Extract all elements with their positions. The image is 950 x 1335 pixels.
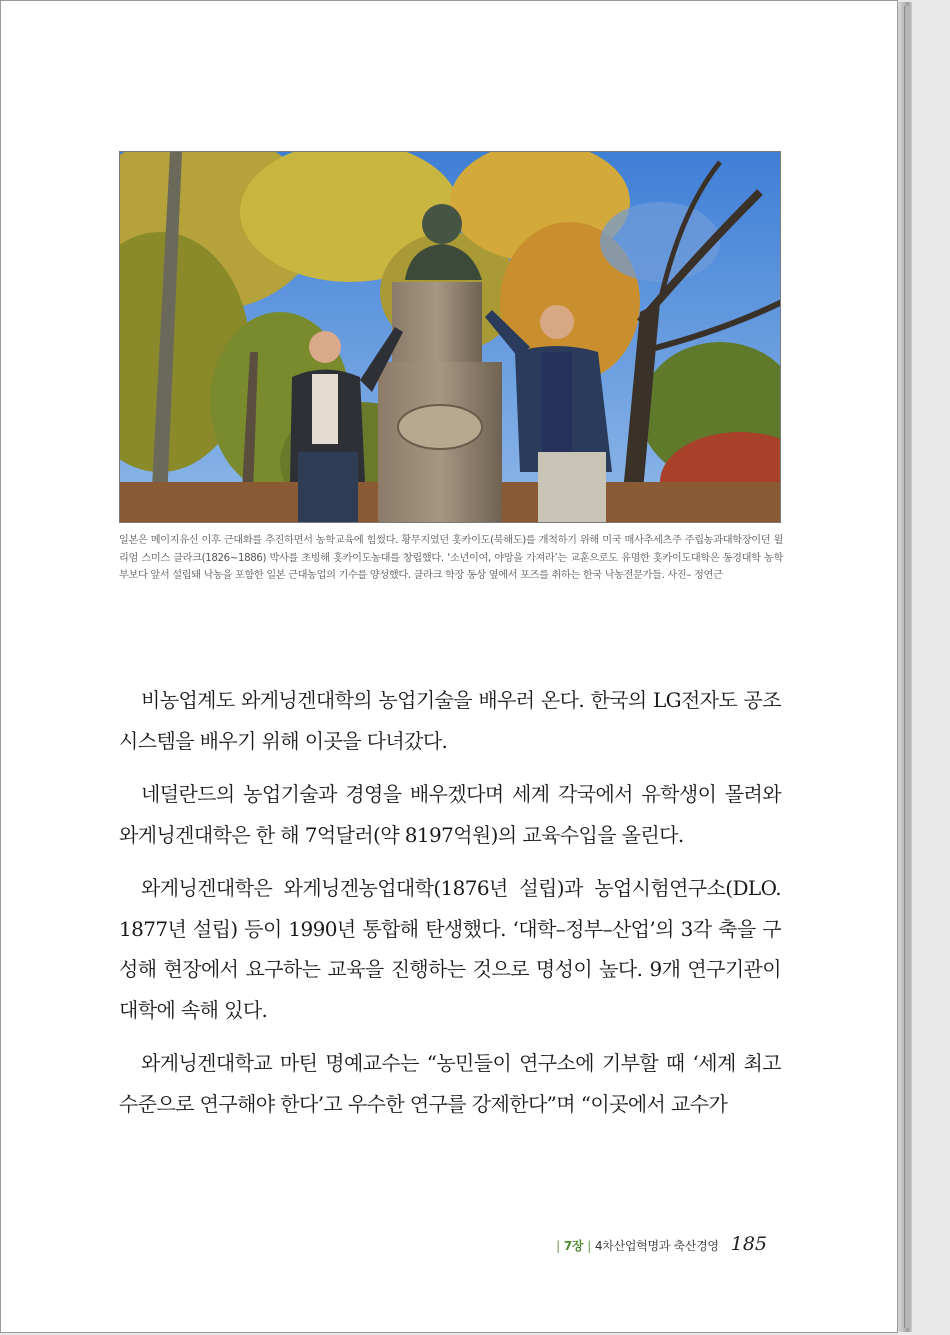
photo [119, 151, 781, 523]
footer-divider: | [556, 1239, 560, 1253]
photo-statue-two-men-icon [120, 152, 781, 523]
body-text [119, 680, 781, 1124]
page-edge-shadow [904, 6, 911, 1328]
photo-caption: 일본은 메이지유신 이후 근대화를 추진하면서 농학교육에 힘썼다. 황무지였던 홋카이도(북해도)를 개척하기 위해 미국 매사추세츠주 주립농과대학장이던 윌리엄 스미스 클라크(1826~1886) 박사를 초빙해 홋카이도농대를 창립했다. ‘소년이여, 야망을 가져라’는 교훈으로도 유명한 홋카이도대학은 동경대학 농학부보다 앞서 설립돼 낙농을 포함한 일본 근대농업의 기수를 양성했다. 클라크 학장 동상 옆에서 포즈를 취하는 한국 낙농전문가들. 사진– 정연근 [119, 535, 783, 581]
page-footer [552, 1233, 767, 1255]
footer-chapter: 7장 [563, 1239, 584, 1253]
paragraph: 와게닝겐대학은 와게닝겐농업대학(1876년 설립)과 농업시험연구소(DLO. 1877년 설립) 등이 1990년 통합해 탄생했다. ‘대학–정부–산업’의 3각 축을 구성해 현장에서 요구하는 교육을 진행하는 것으로 명성이 높다. 9개 연구기관이 대학에 속해 있다. [119, 876, 781, 1022]
paragraph: 비농업계도 와게닝겐대학의 농업기술을 배우러 온다. 한국의 LG전자도 공조시스템을 배우기 위해 이곳을 다녀갔다. [119, 688, 781, 753]
footer-divider: | [587, 1239, 591, 1253]
paragraph: 네덜란드의 농업기술과 경영을 배우겠다며 세계 각국에서 유학생이 몰려와 와게닝겐대학은 한 해 7억달러(약 8197억원)의 교육수입을 올린다. [119, 782, 781, 847]
paragraph: 와게닝겐대학교 마틴 명예교수는 “농민들이 연구소에 기부할 때 ‘세계 최고 수준으로 연구해야 한다’고 우수한 연구를 강제한다”며 “이곳에서 교수가 [119, 1051, 781, 1116]
footer-title: 4차산업혁명과 축산경영 [594, 1239, 719, 1253]
page-number: 185 [730, 1233, 767, 1255]
